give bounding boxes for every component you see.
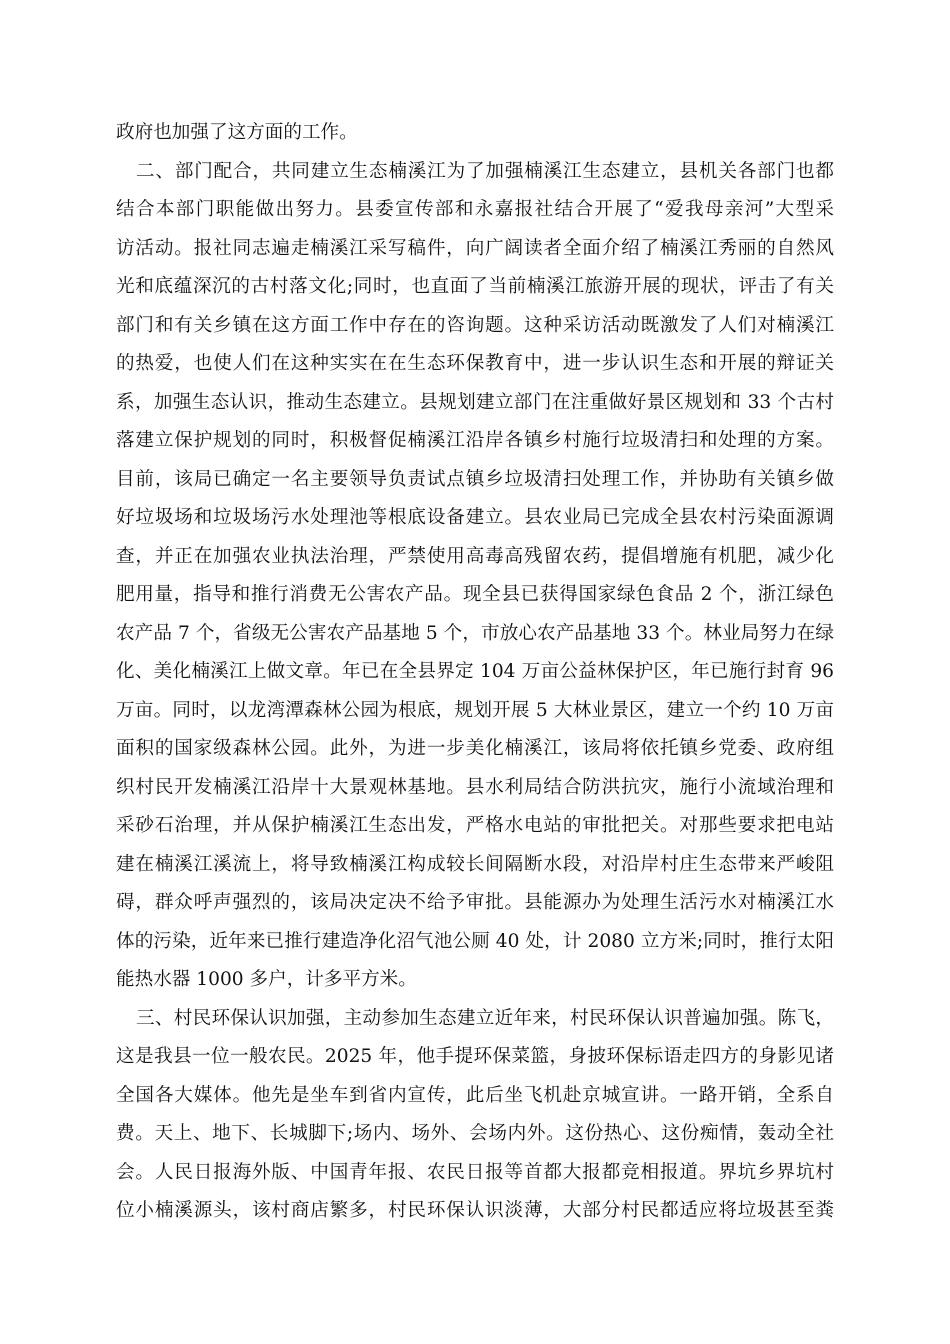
text-line: 化、美化楠溪江上做文章。年已在全县界定 104 万亩公益林保护区，年已施行封育 96 (116, 661, 834, 682)
text-line: 的热爱，也使人们在这种实实在在生态环保教育中，进一步认识生态和开展的辩证关 (116, 353, 834, 374)
text-line: 光和底蕴深沉的古村落文化;同时，也直面了当前楠溪江旅游开展的现状，评击了有关 (116, 276, 834, 297)
text-line: 会。人民日报海外版、中国青年报、农民日报等首都大报都竞相报道。界坑乡界坑村 (116, 1161, 834, 1183)
text-line: 万亩。同时，以龙湾潭森林公园为根底，规划开展 5 大林业景区，建立一个约 10 万亩 (116, 699, 834, 721)
text-line: 二、部门配合，共同建立生态楠溪江为了加强楠溪江生态建立，县机关各部门也都 (136, 160, 834, 182)
text-line: 访活动。报社同志遍走楠溪江采写稿件，向广阔读者全面介绍了楠溪江秀丽的自然风 (116, 237, 834, 259)
text-line: 查，并正在加强农业执法治理，严禁使用高毒高残留农药，提倡增施有机肥，减少化 (116, 545, 834, 567)
text-line: 全国各大媒体。他先是坐车到省内宣传，此后坐飞机赴京城宣讲。一路开销，全系自 (116, 1084, 834, 1106)
text-line: 织村民开发楠溪江沿岸十大景观林基地。县水利局结合防洪抗灾，施行小流域治理和 (116, 776, 834, 798)
text-line: 好垃圾场和垃圾场污水处理池等根底设备建立。县农业局已完成全县农村污染面源调 (116, 507, 834, 528)
text-line: 建在楠溪江溪流上，将导致楠溪江构成较长间隔断水段，对沿岸村庄生态带来严峻阻 (116, 853, 834, 875)
text-line: 三、村民环保认识加强，主动参加生态建立近年来，村民环保认识普遍加强。陈飞， (136, 1007, 834, 1029)
text-line: 费。天上、地下、长城脚下;场内、场外、会场内外。这份热心、这份痴情，轰动全社 (116, 1123, 834, 1144)
text-line: 面积的国家级森林公园。此外，为进一步美化楠溪江，该局将依托镇乡党委、政府组 (116, 738, 834, 759)
text-line: 肥用量，指导和推行消费无公害农产品。现全县已获得国家绿色食品 2 个，浙江绿色 (116, 584, 834, 605)
text-line: 目前，该局已确定一名主要领导负责试点镇乡垃圾清扫处理工作，并协助有关镇乡做 (116, 468, 834, 490)
text-line: 结合本部门职能做出努力。县委宣传部和永嘉报社结合开展了“爱我母亲河”大型采 (116, 199, 834, 220)
text-line: 部门和有关乡镇在这方面工作中存在的咨询题。这种采访活动既激发了人们对楠溪江 (116, 314, 834, 336)
text-line: 农产品 7 个，省级无公害农产品基地 5 个，市放心农产品基地 33 个。林业局努力在绿 (116, 622, 834, 644)
text-line: 体的污染，近年来已推行建造净化沼气池公厕 40 处，计 2080 立方米;同时，推行太阳 (116, 930, 834, 952)
text-line: 落建立保护规划的同时，积极督促楠溪江沿岸各镇乡村施行垃圾清扫和处理的方案。 (116, 430, 834, 451)
text-line: 碍，群众呼声强烈的，该局决定决不给予审批。县能源办为处理生活污水对楠溪江水 (116, 892, 834, 913)
text-line: 能热水器 1000 多户，计多平方米。 (116, 969, 417, 990)
text-line: 政府也加强了这方面的工作。 (116, 122, 358, 143)
text-line: 位小楠溪源头，该村商店繁多，村民环保认识淡薄，大部分村民都适应将垃圾甚至粪 (116, 1200, 834, 1221)
text-line: 采砂石治理，并从保护楠溪江生态出发，严格水电站的审批把关。对那些要求把电站 (116, 815, 834, 836)
text-line: 这是我县一位一般农民。2025 年，他手提环保菜篮，身披环保标语走四方的身影见诸 (116, 1046, 834, 1067)
document-page (116, 114, 834, 1231)
text-line: 系，加强生态认识，推动生态建立。县规划建立部门在注重做好景区规划和 33 个古村 (116, 391, 834, 413)
